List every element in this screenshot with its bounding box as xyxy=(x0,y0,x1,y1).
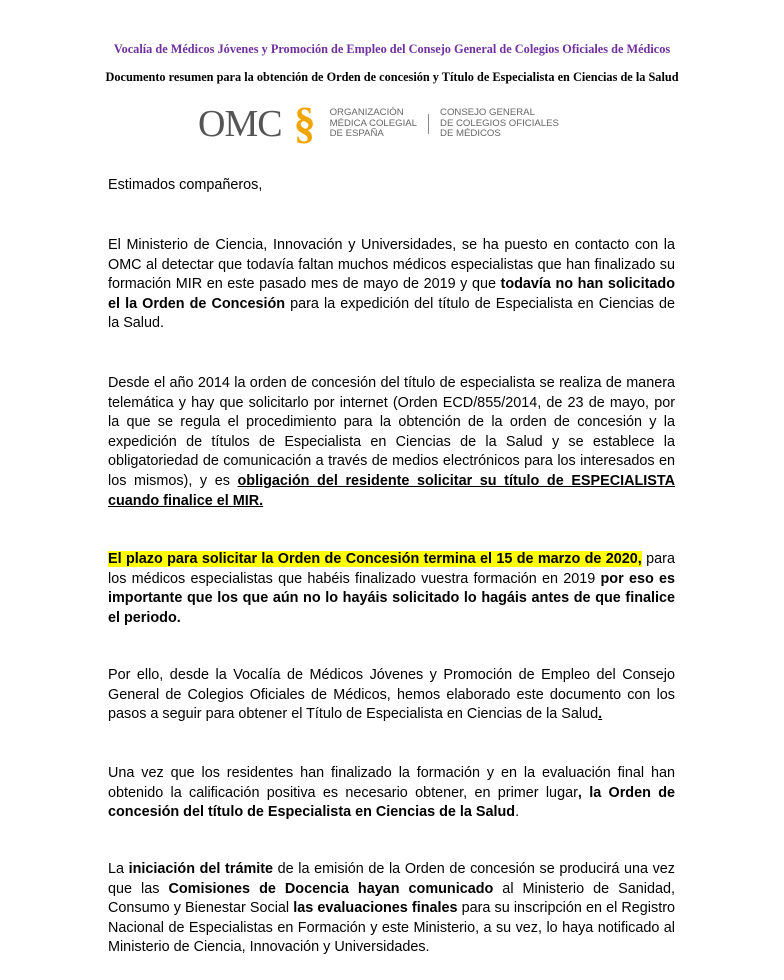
org-name xyxy=(330,108,417,140)
org-line: DE ESPAÑA xyxy=(329,128,384,140)
consejo-line: DE COLEGIOS OFICIALES xyxy=(440,117,559,129)
bold-text: iniciación del trámite xyxy=(128,861,274,877)
consejo-line: DE MÉDICOS xyxy=(440,128,501,140)
highlighted-deadline: El plazo para solicitar la Orden de Concesión termina el 15 de marzo de 2020, xyxy=(108,551,642,567)
section-sign-icon: § xyxy=(293,99,316,148)
text: Una vez que los residentes han finalizado la formación y en la evaluación final han obtenido la calificación positiva es necesario obtener, en primer lugar xyxy=(108,765,675,801)
org-line: MÉDICA COLEGIAL xyxy=(329,117,418,129)
bold-text: Comisiones de Docencia hayan comunicado xyxy=(168,880,494,897)
text: al Ministerio de Sanidad, Consumo y Bienestar Social xyxy=(108,880,675,917)
paragraph-1 xyxy=(108,236,675,334)
paragraph-3 xyxy=(108,550,675,628)
document-title: Documento resumen para la obtención de Orden de concesión y Título de Especialista en Ciencias de la Salud xyxy=(105,70,679,84)
text: La xyxy=(108,861,129,877)
paragraph-6 xyxy=(108,860,675,958)
omc-logo xyxy=(198,100,559,148)
org-line: ORGANIZACIÓN xyxy=(329,107,404,119)
bold-text: todavía no han solicitado el la Orden de Concesión xyxy=(108,276,675,312)
bold-text: . xyxy=(598,706,603,723)
text: Por ello, desde la Vocalía de Médicos Jóvenes y Promoción de Empleo del Consejo General de Colegios Oficiales de Médicos, hemos elaborado este documento con los pasos a seguir para obtener el Título de Especialista en Ciencias de la Salud xyxy=(108,667,675,723)
bold-text: , la Orden de concesión del título de Especialista en Ciencias de la Salud xyxy=(108,784,676,821)
bold-text: las evaluaciones finales xyxy=(293,900,458,917)
bold-text: por eso es importante que los que aún no lo hayáis solicitado lo hagáis antes de que finalice el periodo. xyxy=(108,570,676,626)
paragraph-4 xyxy=(108,666,675,725)
text: para la expedición del título de Especialista en Ciencias de la Salud. xyxy=(108,295,675,332)
text: Desde el año 2014 la orden de concesión del título de especialista se realiza de manera telemática y hay que solicitarlo por internet (Orden ECD/855/2014, de 23 de mayo, por la que se regula el procedimiento para la obtención de la orden de concesión y la expedición de títulos de Especialista en Ciencias de la Salud y se establece la obligatoriedad de comunicación a través de medios electrónicos para los interesados en los mismos), y es xyxy=(108,375,675,489)
text: El Ministerio de Ciencia, Innovación y Universidades, se ha puesto en contacto con la OMC al detectar que todavía faltan muchos médicos especialistas que han finalizado su formación MIR en este pasado mes de mayo de 2019 y que xyxy=(108,237,675,293)
omc-wordmark: OMC xyxy=(198,103,282,145)
paragraph-2 xyxy=(108,374,675,511)
greeting: Estimados compañeros, xyxy=(108,177,263,193)
bold-underlined-text: obligación del residente solicitar su título de ESPECIALISTA cuando finalice el MIR. xyxy=(108,472,675,509)
vocalia-header: Vocalía de Médicos Jóvenes y Promoción de Empleo del Consejo General de Colegios Oficiales de Médicos xyxy=(113,42,671,56)
consejo-line: CONSEJO GENERAL xyxy=(440,107,535,119)
text: para los médicos especialistas que habéis finalizado vuestra formación en 2019 xyxy=(108,551,675,587)
text: para su inscripción en el Registro Nacional de Especialistas en Formación y este Ministerio, a su vez, lo haya notificado al Ministerio de Ciencia, Innovación y Universidades. xyxy=(108,900,675,956)
logo-divider xyxy=(428,114,429,134)
text: . xyxy=(515,804,520,821)
text: de la emisión de la Orden de concesión se producirá una vez que las xyxy=(108,861,675,897)
paragraph-5 xyxy=(108,764,675,823)
consejo-name xyxy=(440,108,559,140)
